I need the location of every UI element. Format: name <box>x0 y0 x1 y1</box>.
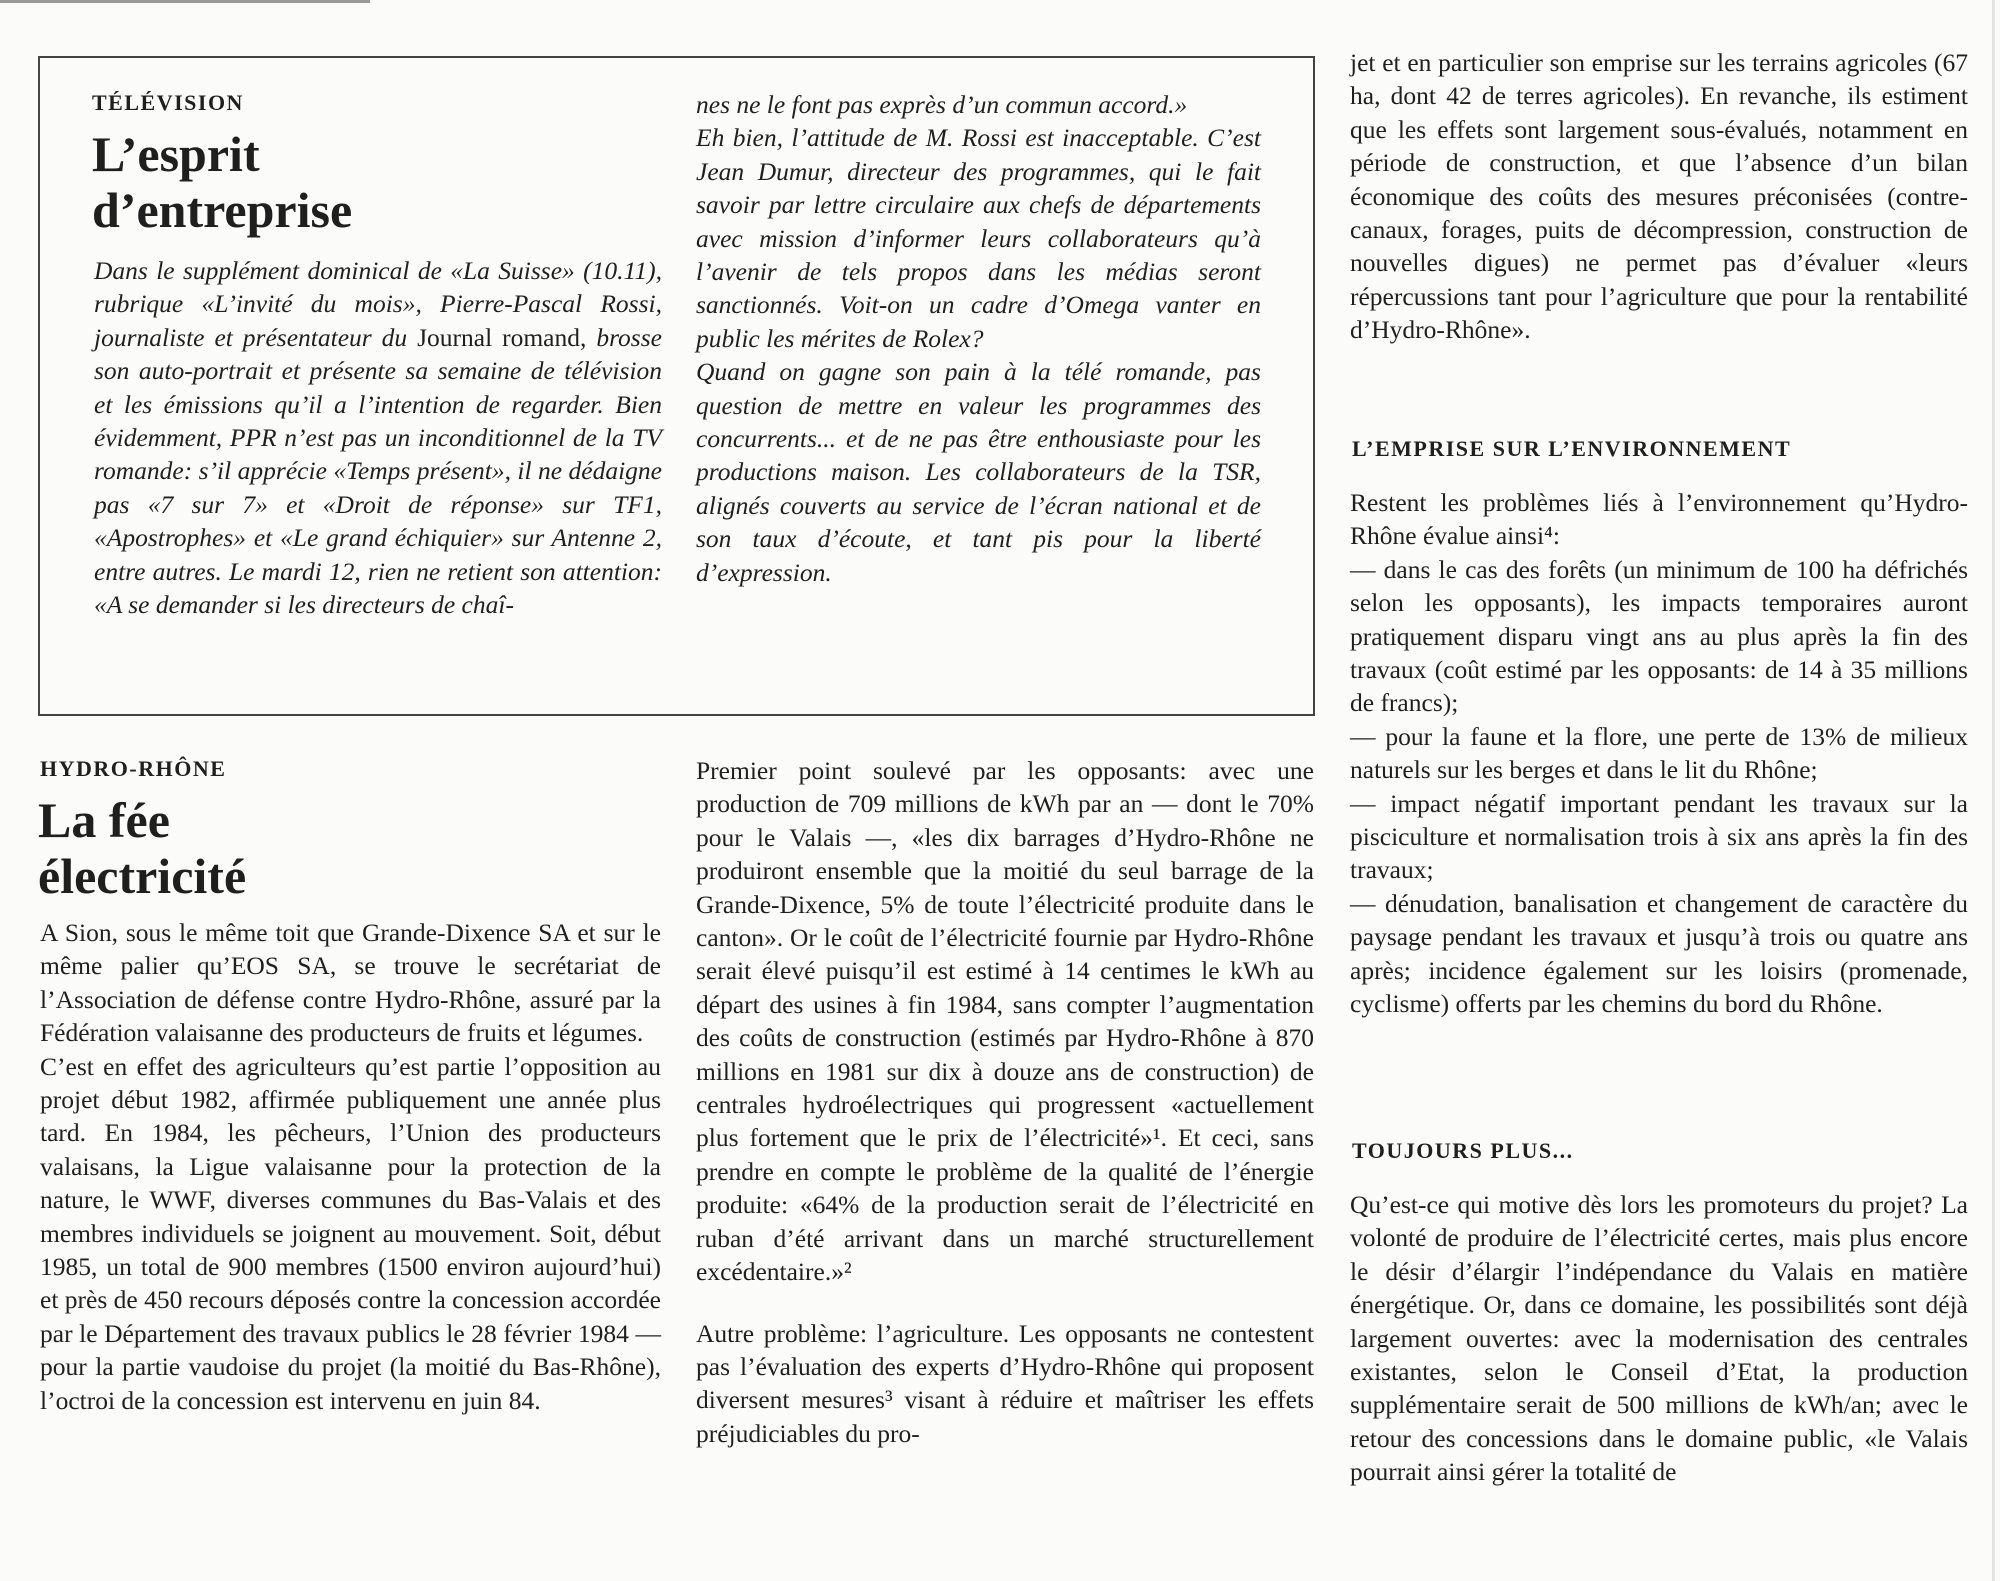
television-col2-paragraph-1: nes ne le font pas exprès d’un commun accord.» <box>696 90 1188 119</box>
toujours-paragraph: Qu’est-ce qui motive dès lors les promoteurs du projet? La volonté de produire de l’électricité certes, mais plus encore le désir d’élargir l’indépendance du Valais en matière énergétique. Or, dans ce domaine, les possibilités sont déjà largement ouvertes: avec la modernisation des centrales existantes, selon le Conseil d’Etat, la production supplémentaire serait de 500 millions de kWh/an; avec le retour des concessions dans le domaine public, «le Valais pourrait ainsi gérer la totalité de <box>1350 1190 1968 1487</box>
environment-paragraph-5: — dénudation, banalisation et changement de caractère du paysage pendant les travaux et jusqu’à trois ou quatre ans après; incidence également sur les loisirs (promenade, cyclisme) offerts par les chemins du bord du Rhône. <box>1350 888 1968 1019</box>
hydro-column-1 <box>40 916 661 1417</box>
television-headline <box>92 126 352 238</box>
environment-section <box>1350 486 1968 1021</box>
environment-paragraph-2: — dans le cas des forêts (un minimum de 100 ha défrichés selon les opposants), les impacts temporaires auront pratiquement disparu vingt ans au plus après la fin des travaux (coût estimé par les opposants: de 14 à 35 millions de francs); <box>1350 554 1968 718</box>
television-col1-run-2: Journal romand, <box>417 322 597 352</box>
hydro-column-3-intro <box>1350 46 1968 347</box>
toujours-section <box>1350 1188 1968 1489</box>
toujours-heading: TOUJOURS PLUS... <box>1352 1138 1574 1163</box>
hydro-col3-intro-paragraph: jet et en particulier son emprise sur les terrains agricoles (67 ha, dont 42 de terres agricoles). En revanche, ils estiment que les effets sont largement sous-évalués, notamment en période de construction, et que l’absence d’un bilan économique des coûts des mesures préconisées (contre-canaux, forages, puits de décompression, construction de nouvelles digues) ne permet pas d’évaluer «leurs répercussions tant pour l’agriculture que pour la rentabilité d’Hydro-Rhône». <box>1350 48 1968 345</box>
hydro-col2-paragraph-1: Premier point soulevé par les opposants: avec une production de 709 millions de kWh par an — dont le 70% pour le Valais —, «les dix barrages d’Hydro-Rhône ne produiront ensemble que la moitié du seul barrage de la Grande-Dixence, 5% de toute l’électricité produite dans le canton». Or le coût de l’électricité fournie par Hydro-Rhône serait élevé puisqu’il est estimé à 14 centimes le kWh au départ des usines à fin 1984, sans compter l’augmentation des coûts de construction (estimés par Hydro-Rhône à 870 millions en 1981 sur dix à douze ans de construction) de centrales hydroélectriques qui progressent «actuellement plus fortement que le prix de l’électricité»¹. Et ceci, sans prendre en compte le problème de la qualité de l’énergie produite: «64% de la production serait de l’électricité en ruban d’été arrivant dans un marché structurellement excédentaire.»² <box>696 756 1314 1287</box>
page-edge-shadow <box>1992 0 1995 1581</box>
hydro-kicker: HYDRO-RHÔNE <box>40 756 227 781</box>
television-col1-run-3: brosse son auto-portrait et présente sa semaine de télévision et les émissions qu’il a l’intention de regarder. Bien évidemment, PPR n’est pas un inconditionnel de la TV romande: s’il apprécie «Temps présent», il ne dédaigne pas «7 sur 7» et «Droit de réponse» sur TF1, «Apostrophes» et «Le grand échiquier» sur Antenne 2, entre autres. Le mardi 12, rien ne retient son attention: «A se demander si les directeurs de chaî- <box>94 322 662 620</box>
hydro-col1-paragraph-1: A Sion, sous le même toit que Grande-Dixence SA et sur le même palier qu’EOS SA, se trouve le secrétariat de l’Association de défense contre Hydro-Rhône, assuré par la Fédération valaisanne des producteurs de fruits et légumes. <box>40 918 661 1048</box>
environment-paragraph-1: Restent les problèmes liés à l’environnement qu’Hydro-Rhône évalue ainsi⁴: <box>1350 488 1968 551</box>
television-col1-paragraph <box>94 254 662 621</box>
hydro-col1-paragraph-2: C’est en effet des agriculteurs qu’est partie l’opposition au projet début 1982, affirmée publiquement une année plus tard. En 1984, les pêcheurs, l’Union des producteurs valaisans, la Ligue valaisanne pour la protection de la nature, le WWF, diverses communes du Bas-Valais et des membres individuels se joignent au mouvement. Soit, début 1985, un total de 900 membres (1500 environ aujourd’hui) et près de 450 recours déposés contre la concession accordée par le Département des travaux publics le 28 février 1984 — pour la partie vaudoise du projet (la moitié du Bas-Rhône), l’octroi de la concession est intervenu en juin 84. <box>40 1051 661 1415</box>
hydro-col2-paragraph-2: Autre problème: l’agriculture. Les opposants ne contestent pas l’évaluation des experts d’Hydro-Rhône qui proposent diversent mesures³ visant à réduire et maîtriser les effets préjudiciables du pro- <box>696 1318 1314 1448</box>
television-headline-line-2: d’entreprise <box>92 182 353 238</box>
top-rule <box>0 0 370 3</box>
hydro-headline-line-1: La fée <box>38 792 170 848</box>
television-kicker: TÉLÉVISION <box>92 90 244 115</box>
environment-paragraph-3: — pour la faune et la flore, une perte de 13% de milieux naturels sur les berges et dans le lit du Rhône; <box>1350 721 1968 785</box>
hydro-col2-spacer <box>696 1289 1314 1317</box>
environment-paragraph-4: — impact négatif important pendant les travaux sur la pisciculture et normalisation trois à six ans après la fin des travaux; <box>1350 788 1968 885</box>
television-col2-paragraph-3: Quand on gagne son pain à la télé romande, pas question de mettre en valeur les programmes des concurrents... et de ne pas être enthousiaste pour les productions maison. Les collaborateurs de la TSR, alignés couverts au service de l’écran national et de son taux d’écoute, et tant pis pour la liberté d’expression. <box>696 357 1261 587</box>
television-col1-run-1: Dans le supplément dominical de «La Suisse» (10.11), rubrique «L’invité du mois», Pierre-Pascal Rossi, journaliste et présentateur du <box>94 256 662 352</box>
hydro-headline-line-2: électricité <box>38 848 247 904</box>
hydro-column-2 <box>696 754 1314 1450</box>
hydro-headline <box>38 792 246 904</box>
television-column-2 <box>696 88 1261 589</box>
television-headline-line-1: L’esprit <box>92 126 260 182</box>
television-col2-paragraph-2: Eh bien, l’attitude de M. Rossi est inacceptable. C’est Jean Dumur, directeur des programmes, qui le fait savoir par lettre circulaire aux chefs de départements avec mission d’informer leurs collaborateurs qu’à l’avenir de tels propos dans les médias seront sanctionnés. Voit-on un cadre d’Omega vanter en public les mérites de Rolex? <box>696 123 1261 353</box>
environment-heading: L’EMPRISE SUR L’ENVIRONNEMENT <box>1352 436 1792 461</box>
television-column-1 <box>94 254 662 621</box>
